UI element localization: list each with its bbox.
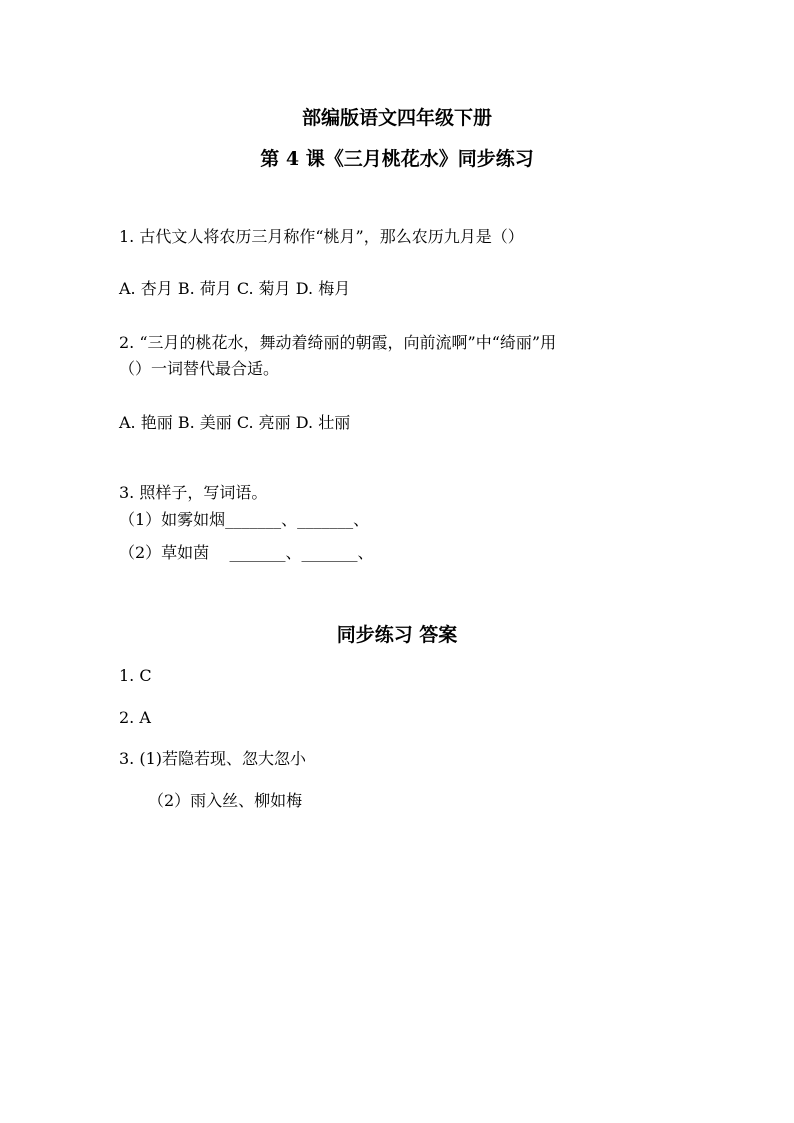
question-3-stem: 3. 照样子，写词语。 — [119, 483, 268, 502]
question-2-options: A. 艳丽 B. 美丽 C. 亮丽 D. 壮丽 — [119, 413, 351, 432]
question-3-item-2: （2）草如茵 _______、_______、 — [119, 543, 374, 562]
lesson-title: 第 4 课《三月桃花水》同步练习 — [260, 148, 534, 170]
answer-3-part-1: 3. (1)若隐若现、忽大忽小 — [119, 749, 307, 768]
answers-heading: 同步练习 答案 — [336, 624, 458, 646]
question-1-stem: 1. 古代文人将农历三月称作“桃月”，那么农历九月是（） — [119, 227, 524, 246]
question-3-item-1: （1）如雾如烟_______、_______、 — [119, 510, 370, 529]
document-title: 部编版语文四年级下册 — [301, 107, 492, 129]
answer-3-part-2: （2）雨入丝、柳如梅 — [148, 791, 303, 810]
answer-2: 2. A — [119, 708, 151, 727]
answer-1: 1. C — [119, 666, 152, 685]
question-2-stem-line1: 2. “三月的桃花水，舞动着绮丽的朝霞，向前流啊”中“绮丽”用 — [119, 333, 557, 352]
question-1-options: A. 杏月 B. 荷月 C. 菊月 D. 梅月 — [119, 279, 351, 298]
question-2-stem-line2: （）一词替代最合适。 — [119, 359, 280, 378]
